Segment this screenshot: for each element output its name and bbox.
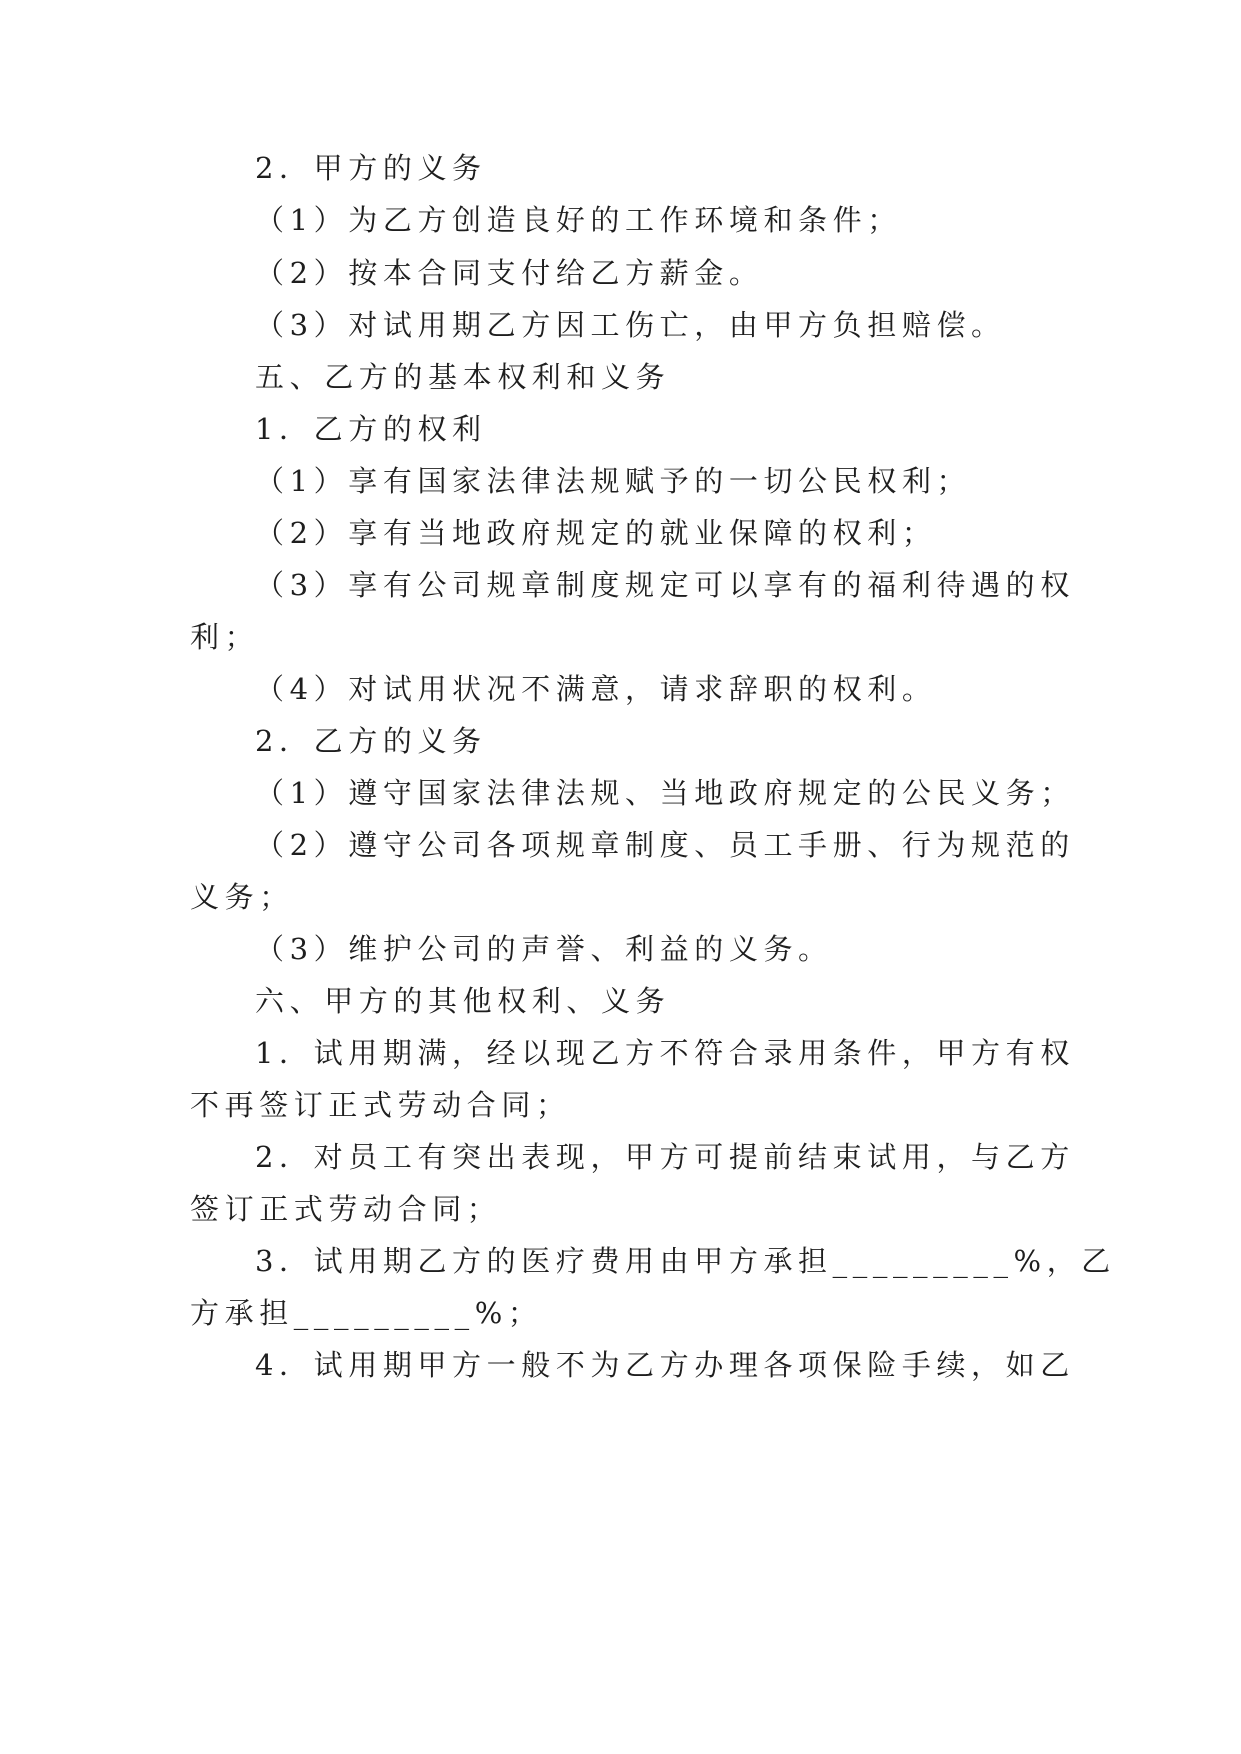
subsection-heading: 1．乙方的权利 — [255, 412, 487, 446]
list-item: （3）享有公司规章制度规定可以享有的福利待遇的权 — [255, 568, 1075, 602]
clause-continuation: 方承担_________%； — [190, 1296, 543, 1330]
clause: 3．试用期乙方的医疗费用由甲方承担_________%，乙 — [255, 1244, 1116, 1278]
list-item: （1）遵守国家法律法规、当地政府规定的公民义务； — [255, 776, 1075, 810]
subsection-heading: 2．乙方的义务 — [255, 724, 487, 758]
list-item-continuation: 利； — [190, 620, 260, 654]
list-item: （2）按本合同支付给乙方薪金。 — [255, 256, 764, 290]
section-heading: 六、甲方的其他权利、义务 — [255, 984, 671, 1018]
list-item: （2）遵守公司各项规章制度、员工手册、行为规范的 — [255, 828, 1075, 862]
list-item: （2）享有当地政府规定的就业保障的权利； — [255, 516, 937, 550]
list-item: （1）为乙方创造良好的工作环境和条件； — [255, 203, 902, 237]
clause: 1．试用期满，经以现乙方不符合录用条件，甲方有权 — [255, 1036, 1075, 1070]
list-item: （3）维护公司的声誉、利益的义务。 — [255, 932, 833, 966]
clause-continuation: 签订正式劳动合同； — [190, 1192, 502, 1226]
clause: 2．对员工有突出表现，甲方可提前结束试用，与乙方 — [255, 1140, 1075, 1174]
clause: 4．试用期甲方一般不为乙方办理各项保险手续，如乙 — [255, 1348, 1075, 1382]
list-item-continuation: 义务； — [190, 880, 294, 914]
subsection-heading: 2．甲方的义务 — [255, 151, 487, 185]
list-item: （3）对试用期乙方因工伤亡，由甲方负担赔偿。 — [255, 308, 1006, 342]
clause-continuation: 不再签订正式劳动合同； — [190, 1088, 571, 1122]
list-item: （4）对试用状况不满意，请求辞职的权利。 — [255, 672, 937, 706]
section-heading: 五、乙方的基本权利和义务 — [255, 360, 671, 394]
list-item: （1）享有国家法律法规赋予的一切公民权利； — [255, 464, 972, 498]
